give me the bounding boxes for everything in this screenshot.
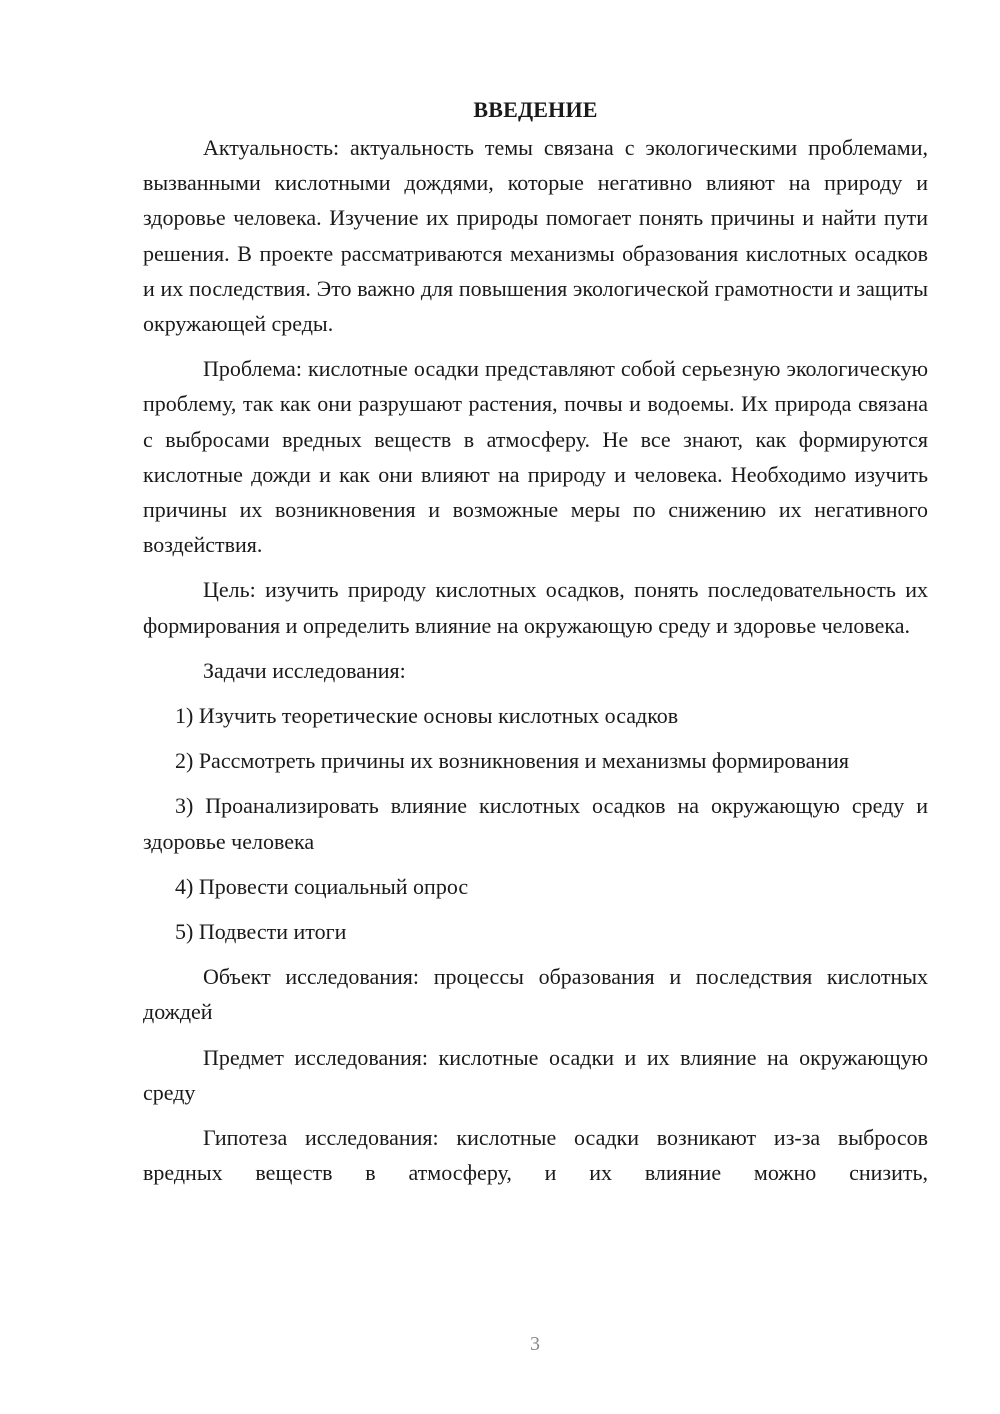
paragraph-problem: Проблема: кислотные осадки представляют собой серьезную экологическую проблему, так как они разрушают растения, почвы и водоемы. Их природа связана с выбросами вредных веществ в атмосферу. Не все знают, как формируются кислотные дожди и как они влияют на природу и человека. Необходимо изучить причины их возникновения и возможные меры по снижению их негативного воздействия. (143, 356, 928, 558)
paragraph-object: Объект исследования: процессы образования и последствия кислотных дождей (143, 964, 928, 1025)
paragraph-relevance: Актуальность: актуальность темы связана с экологическими проблемами, вызванными кислотными дождями, которые негативно влияют на природу и здоровье человека. Изучение их природы помогает понять причины и найти пути решения. В проекте рассматриваются механизмы образования кислотных осадков и их последствия. Это важно для повышения экологической грамотности и защиты окружающей среды. (143, 135, 928, 337)
task-item-3: 3) Проанализировать влияние кислотных осадков на окружающую среду и здоровье человека (143, 793, 928, 854)
paragraph-goal: Цель: изучить природу кислотных осадков, понять последовательность их формирования и определить влияние на окружающую среду и здоровье человека. (143, 577, 928, 638)
paragraph-hypothesis: Гипотеза исследования: кислотные осадки возникают из-за выбросов вредных веществ в атмосферу, и их влияние можно снизить, (143, 1125, 928, 1186)
page-title: ВВЕДЕНИЕ (473, 97, 598, 122)
task-item-4: 4) Провести социальный опрос (175, 873, 469, 899)
task-item-5: 5) Подвести итоги (175, 919, 347, 945)
task-item-1: 1) Изучить теоретические основы кислотных осадков (175, 703, 679, 729)
page-number: 3 (530, 1333, 540, 1355)
task-item-2: 2) Рассмотреть причины их возникновения и механизмы формирования (175, 748, 850, 774)
document-page (143, 92, 928, 1200)
paragraph-subject: Предмет исследования: кислотные осадки и их влияние на окружающую среду (143, 1044, 928, 1105)
tasks-heading: Задачи исследования: (203, 657, 406, 683)
